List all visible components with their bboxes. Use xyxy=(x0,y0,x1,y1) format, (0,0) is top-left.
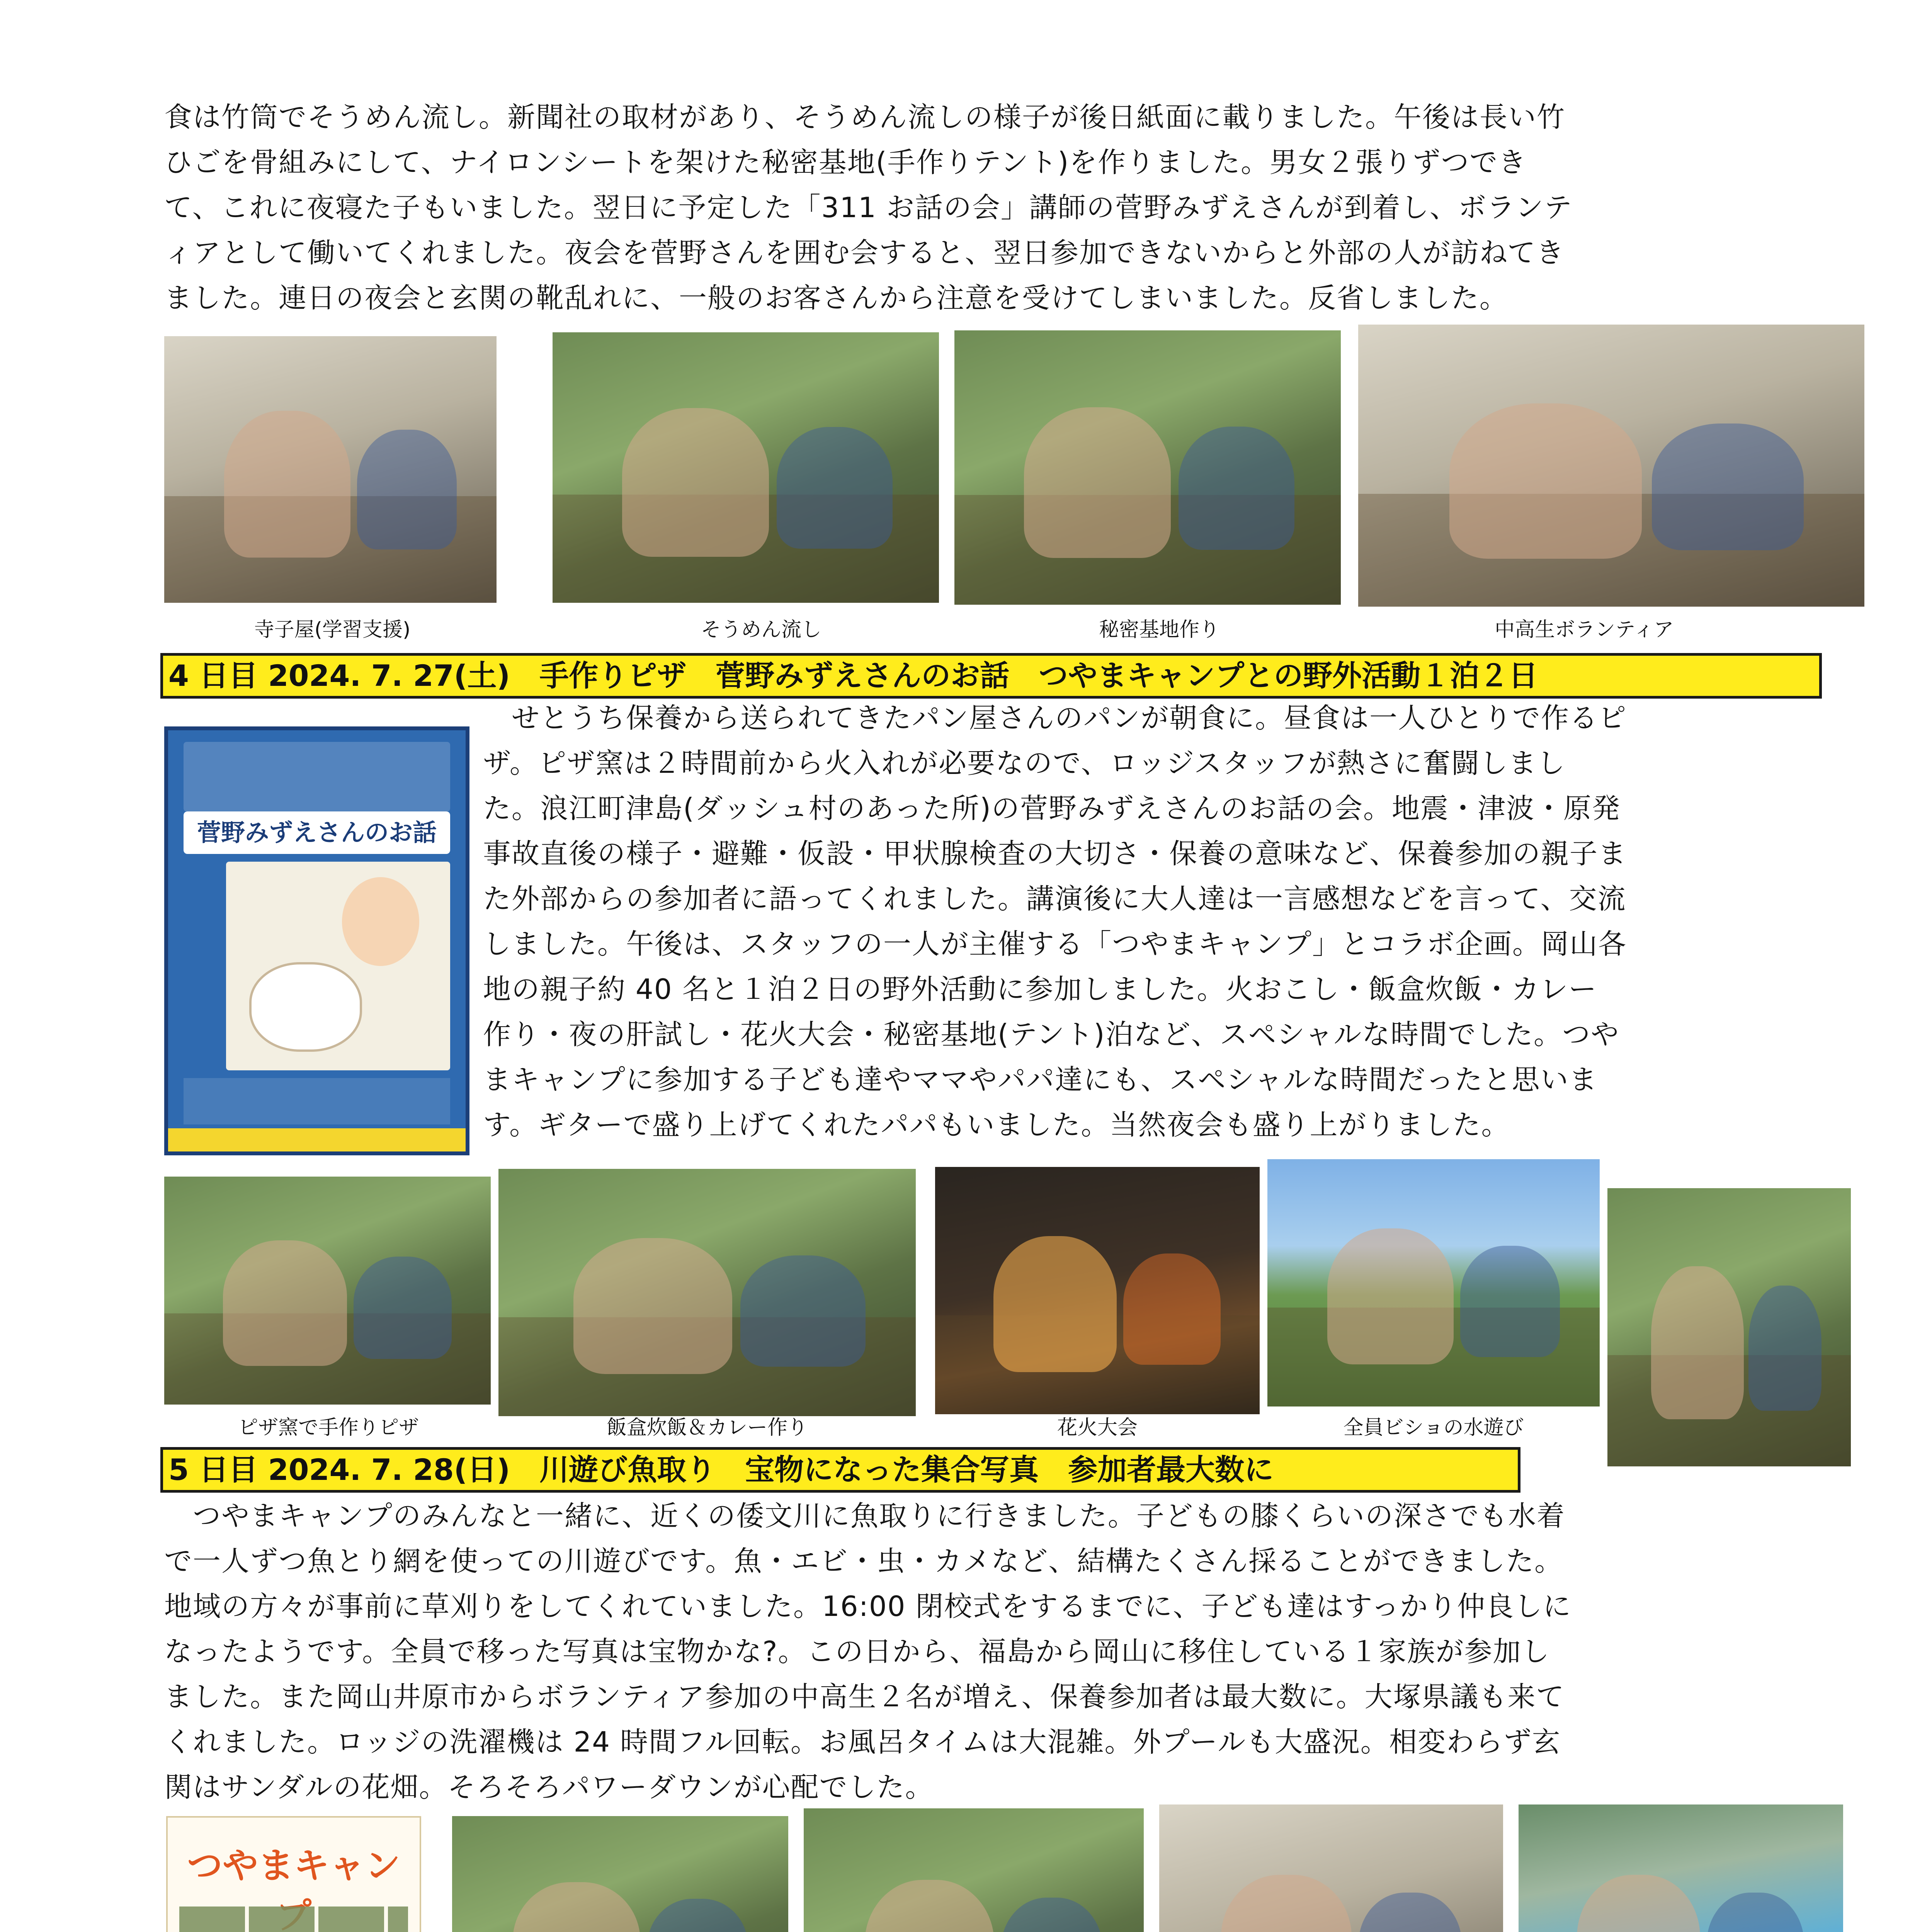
caption-water-play: 全員ビショの水遊び xyxy=(1343,1416,1524,1439)
poster-header xyxy=(184,742,450,811)
photo-river-play xyxy=(804,1808,1144,1932)
day4-paragraph: せとうち保養から送られてきたパン屋さんのパンが朝食に。昼食は一人ひとりで作るピ ザ。ピザ窯は２時間前から火入れが必要なので、ロッジスタッフが熱さに奮闘しまし た。浪江町津島(ダッシュ村のあった所)の菅野みずえさんのお話の会。地震・津波・原発 事故直後の様子・避難・仮設・甲状腺検査の大切さ・保養の意味など、保養参加の親子ま た外部からの参加者に語ってくれました。講演後に大人達は一言感想などを言って、交流 しました。午後は、スタッフの一人が主催する「つやまキャンプ」とコラボ企画。岡山各 地の親子約 40 名と１泊２日の野外活動に参加しました。火おこし・飯盒炊飯・カレー 作り・夜の肝試し・花火大会・秘密基地(テント)泊など、スペシャルな時間でした。つや まキャンプに参加する子ども達やママやパパ達にも、スペシャルな時間だったと思いま す。ギターで盛り上げてくれたパパもいました。当然夜会も盛り上がりました。 xyxy=(483,702,1627,1141)
photo-secret-base xyxy=(954,330,1341,605)
caption-volunteers: 中高生ボランティア xyxy=(1495,618,1674,641)
photo-river-fishing xyxy=(452,1816,788,1932)
day5-heading: 5 日目 2024. 7. 28(日) 川遊び魚取り 宝物になった集合写真 参加者最大数に xyxy=(160,1447,1520,1493)
caption-pizza: ピザ窯で手作りピザ xyxy=(238,1416,419,1439)
photo-group-table xyxy=(1607,1188,1851,1466)
illustration-face xyxy=(342,877,419,966)
caption-secret-base: 秘密基地作り xyxy=(1099,618,1219,641)
photo-somen-nagashi xyxy=(553,332,939,603)
photo-water-play xyxy=(1267,1159,1600,1406)
caption-somen: そうめん流し xyxy=(701,618,821,641)
poster-illustration xyxy=(226,862,450,1070)
photo-cooking xyxy=(498,1169,916,1416)
poster-details xyxy=(184,1078,450,1124)
photo-fireworks xyxy=(935,1167,1260,1414)
camp-poster xyxy=(166,1816,421,1932)
illustration-dog xyxy=(249,962,362,1052)
intro-paragraph: 食は竹筒でそうめん流し。新聞社の取材があり、そうめん流しの様子が後日紙面に載りました。午後は長い竹 ひごを骨組みにして、ナイロンシートを架けた秘密基地(手作りテント)を作りました。男女２張りずつでき て、これに夜寝た子もいました。翌日に予定した「311 お話の会」講師の菅野みずえさんが到着し、ボランテ ィアとして働いてくれました。夜会を菅野さんを囲む会すると、翌日参加できないからと外部の人が訪ねてき ました。連日の夜会と玄関の靴乱れに、一般のお客さんから注意を受けてしまいました。反省しました。 xyxy=(164,101,1573,314)
day5-paragraph: つやまキャンプのみんなと一緒に、近くの倭文川に魚取りに行きました。子どもの膝くらいの深さでも水着 で一人ずつ魚とり網を使っての川遊びです。魚・エビ・虫・カメなど、結構たくさん採ることができました。 地域の方々が事前に草刈りをしてくれていました。16:00 閉校式をするまでに、子ども達はすっかり仲良しに なったようです。全員で移った写真は宝物かな?。この日から、福島から岡山に移住している１家族が参加し ました。また岡山井原市からボランティア参加の中高生２名が増え、保養参加者は最大数に。大塚県議も来て くれました。ロッジの洗濯機は 24 時間フル回転。お風呂タイムは大混雑。外プールも大盛況。相変わらず玄 関はサンダルの花畑。そろそろパワーダウンが心配でした。 xyxy=(164,1500,1572,1803)
caption-cooking: 飯盒炊飯＆カレー作り xyxy=(606,1416,808,1439)
photo-pizza xyxy=(164,1177,491,1405)
caption-fireworks: 花火大会 xyxy=(1057,1416,1138,1439)
camp-poster-title: つやまキャン xyxy=(187,1845,400,1886)
photo-volunteers xyxy=(1358,325,1864,607)
day4-heading: 4 日目 2024. 7. 27(土) 手作りピザ 菅野みずえさんのお話 つやまキャンプとの野外活動１泊２日 xyxy=(160,653,1822,699)
photo-terakoya xyxy=(164,336,497,603)
lecture-poster xyxy=(164,726,469,1155)
caption-terakoya: 寺子屋(学習支援) xyxy=(254,618,411,641)
poster-footer xyxy=(168,1128,466,1151)
photo-pool xyxy=(1519,1804,1843,1932)
camp-poster-photos xyxy=(179,1906,408,1932)
poster-title: 菅野みずえさんのお話 xyxy=(184,811,450,854)
photo-shaved-ice xyxy=(1159,1804,1503,1932)
